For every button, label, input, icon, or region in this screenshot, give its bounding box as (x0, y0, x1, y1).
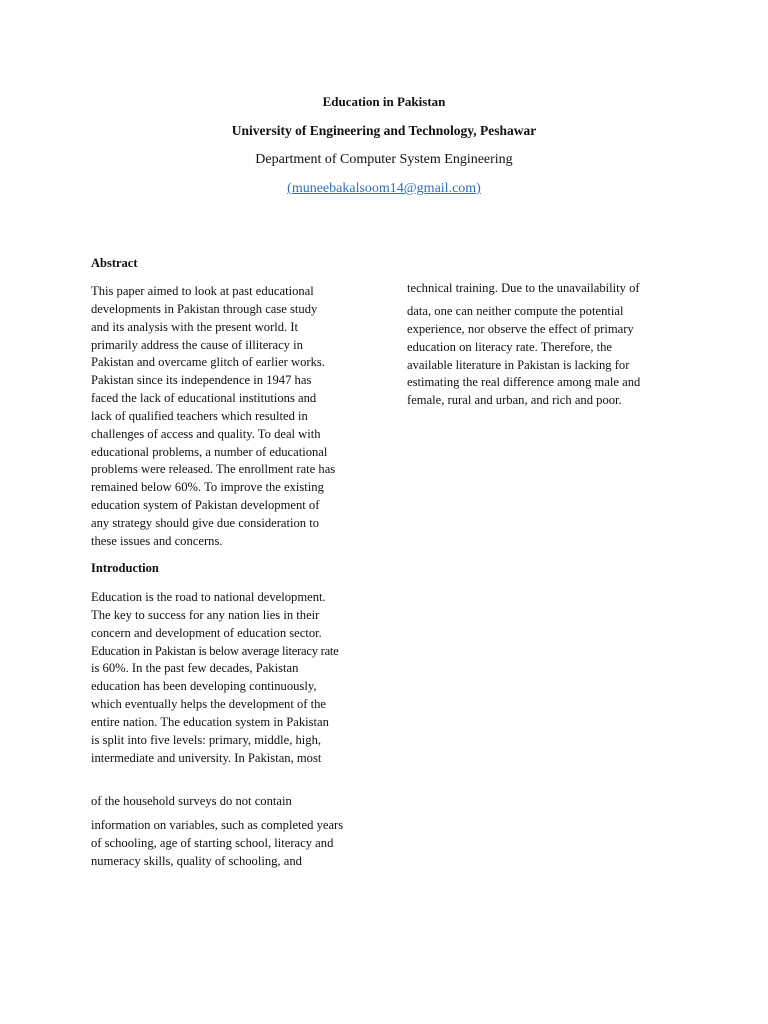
abstract-line: remained below 60%. To improve the existing (91, 480, 324, 495)
introduction-line: education has been developing continuously, (91, 679, 317, 694)
introduction-continuation-line: of schooling, age of starting school, literacy and (91, 835, 334, 850)
abstract-line: any strategy should give due consideration to (91, 515, 320, 530)
introduction-continuation-first (91, 793, 292, 811)
abstract-line: these issues and concerns. (91, 533, 223, 548)
abstract-line: educational problems, a number of educational (91, 444, 328, 459)
introduction-line: is split into five levels: primary, middle, high, (91, 732, 322, 747)
right-column-line: education on literacy rate. Therefore, the (407, 339, 613, 354)
abstract-line: This paper aimed to look at past educational (91, 284, 314, 298)
right-column-line: data, one can neither compute the potential (407, 304, 624, 318)
introduction-line: which eventually helps the development of the (91, 697, 327, 712)
abstract-line: Pakistan and overcame glitch of earlier works. (91, 355, 325, 370)
abstract-line: developments in Pakistan through case study (91, 301, 318, 316)
email-link[interactable]: (muneebakalsoom14@gmail.com) (287, 181, 481, 196)
abstract-line: lack of qualified teachers which resulted in (91, 408, 308, 423)
right-column-line: estimating the real difference among male and (407, 375, 641, 390)
introduction-line: entire nation. The education system in Pakistan (91, 714, 329, 729)
abstract-line: problems were released. The enrollment rate has (91, 462, 336, 477)
abstract-heading: Abstract (91, 256, 138, 270)
right-column-line: experience, nor observe the effect of primary (407, 321, 634, 336)
right-column-line: female, rural and urban, and rich and poor. (407, 393, 622, 408)
department-name: Department of Computer System Engineering (255, 152, 513, 167)
abstract-line: Pakistan since its independence in 1947 has (91, 373, 312, 388)
university-affiliation: University of Engineering and Technology, Peshawar (231, 123, 537, 138)
introduction-line: Education is the road to national development. (91, 590, 326, 604)
abstract-body (91, 283, 335, 551)
introduction-body (91, 589, 339, 767)
abstract-line: faced the lack of educational institutions and (91, 391, 317, 406)
introduction-line: concern and development of education sector. (91, 625, 322, 640)
abstract-line: challenges of access and quality. To deal with (91, 426, 321, 441)
right-column-first-line (407, 280, 640, 298)
right-column-line: technical training. Due to the unavailability of (407, 281, 640, 295)
abstract-line: education system of Pakistan development of (91, 498, 320, 513)
introduction-heading: Introduction (91, 561, 159, 575)
right-column-line: available literature in Pakistan is lacking for (407, 357, 630, 372)
introduction-continuation (91, 817, 343, 871)
introduction-continuation-line: information on variables, such as completed years (91, 818, 344, 832)
introduction-continuation-line: of the household surveys do not contain (91, 794, 292, 808)
abstract-line: primarily address the cause of illiteracy in (91, 337, 303, 352)
introduction-line: intermediate and university. In Pakistan, most (91, 750, 322, 765)
introduction-line: Education in Pakistan is below average literacy rate (91, 643, 339, 658)
right-column-body (407, 303, 640, 410)
introduction-continuation-line: numeracy skills, quality of schooling, and (91, 853, 302, 868)
author-email (0, 181, 768, 197)
introduction-line: The key to success for any nation lies in their (91, 607, 320, 622)
paper-title: Education in Pakistan (322, 94, 446, 109)
abstract-line: and its analysis with the present world. It (91, 319, 299, 334)
introduction-line: is 60%. In the past few decades, Pakistan (91, 661, 299, 676)
